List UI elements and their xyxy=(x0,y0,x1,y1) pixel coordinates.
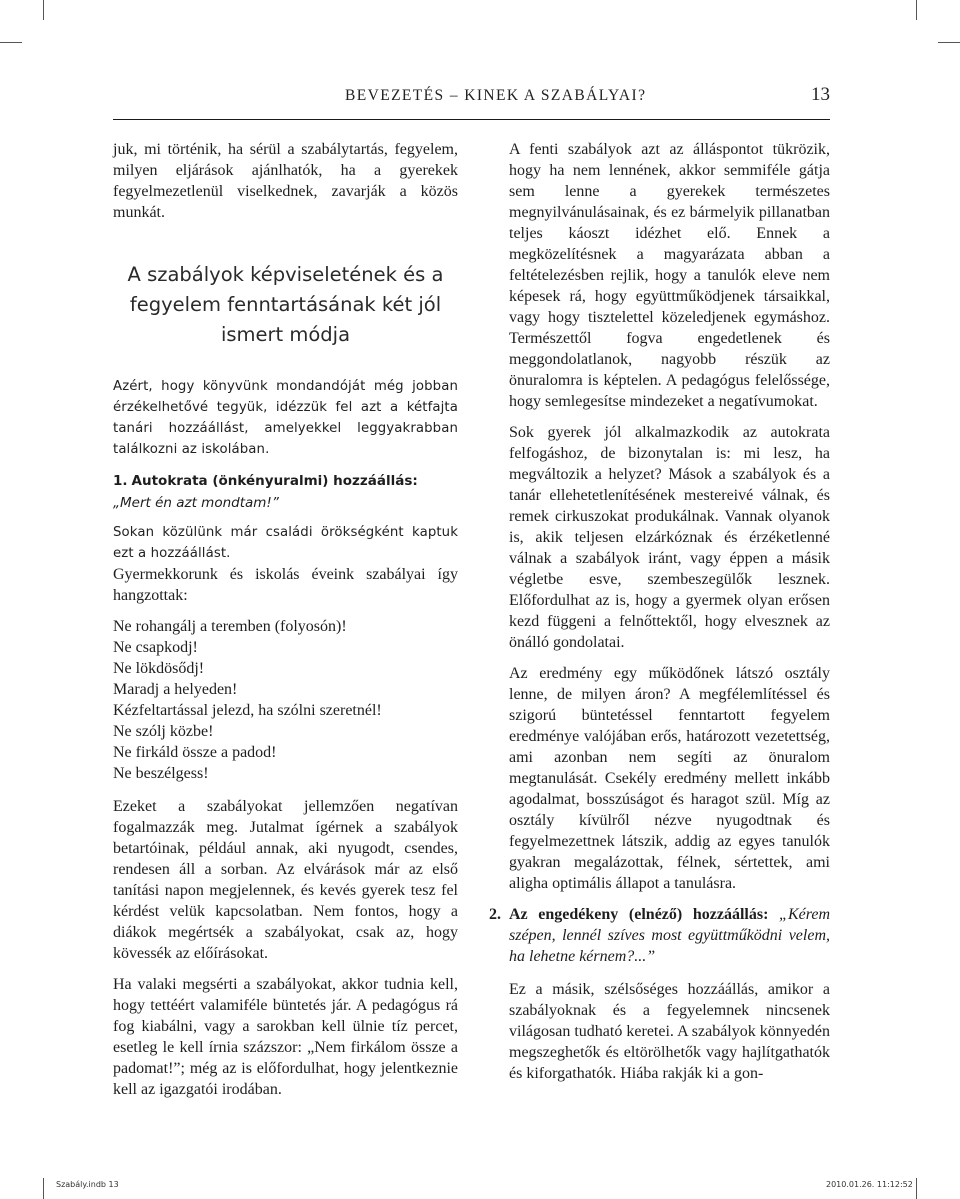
footer-date: 2010.01.26. 11:12:52 xyxy=(826,1180,913,1189)
crop-mark-top-right xyxy=(916,0,917,20)
rule-item: Kézfeltartással jelezd, ha szólni szeretnél! xyxy=(113,702,382,719)
crop-mark-right-top xyxy=(938,42,960,43)
approach-1-title xyxy=(113,470,458,514)
crop-mark-bottom-left xyxy=(43,1178,44,1199)
punishment-paragraph: Ha valaki megsérti a szabályokat, akkor tudnia kell, hogy tettéért valamiféle büntetés jár. A pedagógus rá fog kiabálni, vagy a sarokban kell ülnie tíz percet, esetleg le kell írnia százszor: „Nem firkálom össze a padomat!”; még az is előfordulhat, hogy jelentkeznie kell az igazgatói irodában. xyxy=(113,976,458,1098)
heritage-sentence: Sokan közülünk már családi örökségként kaptuk ezt a hozzáállást. xyxy=(113,525,458,561)
approach-2-quote: „Kérem szépen, lennél szíves most együttműködni velem, ha lehetne kérnem?...” xyxy=(509,906,831,965)
approach-2-name: Az engedékeny (elnéző) hozzáállás: xyxy=(509,906,769,923)
section-heading: A szabályok képviseletének és a fegyelem fenntartásának két jól ismert módja xyxy=(127,263,444,346)
running-title: BEVEZETÉS – KINEK A SZABÁLYAI? xyxy=(345,87,647,104)
rule-item: Ne rohangálj a teremben (folyosón)! xyxy=(113,618,347,635)
rule-item: Maradj a helyeden! xyxy=(113,681,238,698)
crop-mark-top-left xyxy=(43,0,44,20)
adaptation-paragraph: Sok gyerek jól alkalmazkodik az autokrata felfogáshoz, de bizonytalan is: mi lesz, ha megváltozik a helyzet? Mások a szabályok és a tanár ellehetetlenítésének mestereivé válnak, és remek cirkuszokat produkálnak. Vannak olyanok is, akik teljesen elzárkóznak és érzéketlenné válnak a szabályok iránt, vagy éppen a másik végletbe esve, szembeszegülők lesznek. Előfordulhat az is, hogy a gyermek olyan erősen kezd függeni a felnőttektől, hogy elvesznek az önálló gondolatai. xyxy=(509,424,830,651)
rule-item: Ne csapkodj! xyxy=(113,639,198,656)
running-header xyxy=(113,84,830,114)
approach-1-number: 1. xyxy=(113,473,128,489)
header-rule xyxy=(113,119,830,120)
intro-sans-paragraph: Azért, hogy könyvünk mondandóját még jobban érzékelhetővé tegyük, idézzük fel azt a kétfajta tanári hozzáállást, amelyekkel leggyakrabban találkozni az iskolában. xyxy=(113,379,458,457)
rule-item: Ne beszélgess! xyxy=(113,765,209,782)
approach-1-name: Autokrata (önkényuralmi) hozzáállás: xyxy=(131,473,418,489)
approach-2-title xyxy=(489,904,831,967)
approach-2-number: 2. xyxy=(489,906,501,923)
crop-mark-bottom-right xyxy=(916,1178,917,1199)
intro-paragraph: juk, mi történik, ha sérül a szabálytartás, fegyelem, milyen eljárások ajánlhatók, ha a gyerekek fegyelmezetlenül viselkednek, zavarják a közös munkát. xyxy=(113,141,458,221)
rule-item: Ne lökdösődj! xyxy=(113,660,205,677)
rule-item: Ne firkáld össze a padod! xyxy=(113,744,277,761)
rule-item: Ne szólj közbe! xyxy=(113,723,214,740)
right-column xyxy=(489,139,831,1094)
school-rules-intro: Gyermekkorunk és iskolás éveink szabályai így hangzottak: xyxy=(113,566,458,604)
rules-list xyxy=(113,616,458,784)
crop-mark-left-top xyxy=(0,42,22,43)
footer-file: Szabály.indb 13 xyxy=(56,1180,119,1189)
left-column xyxy=(113,139,458,1110)
chaos-paragraph: A fenti szabályok azt az álláspontot tükrözik, hogy ha nem lennének, akkor semmiféle gátja sem lenne a gyerekek természetes megnyilvánulásainak, és ez bármelyik pillanatban teljes káoszt idézhet elő. Ennek a megközelítésnek a magyarázata abban a feltételezésben rejlik, hogy a tanulók eleve nem képesek rá, hogy együttműködjenek társaikkal, vagy hogy tisztelettel közeledjenek egymáshoz. Természettől fogva engedetlenek és meggondolatlanok, nagyobb részük az önuralomra is képtelen. A pedagógus felelőssége, hogy semlegesítse mindezeket a negatívumokat. xyxy=(509,141,830,410)
page-number: 13 xyxy=(811,84,830,105)
negative-rules-paragraph: Ezeket a szabályokat jellemzően negatívan fogalmazzák meg. Jutalmat ígérnek a szabályok betartóinak, például annak, aki nyugodt, csendes, rendesen áll a sorban. Az elvárások már az első tanítási napon megjelennek, és kevés gyerek tesz fel kérdést velük kapcsolatban. Nem fontos, hogy a diákok megértsék a szabályokat, csak az, hogy kövessék az előírásokat. xyxy=(113,798,458,962)
permissive-paragraph: Ez a másik, szélsőséges hozzáállás, amikor a szabályoknak és a fegyelemnek nincsenek világosan tudható keretei. A szabályok könnyedén megszeghetők és eltörölhetők vagy hajlítgathatók és kiforgathatók. Hiába rakják ki a gon- xyxy=(509,981,830,1082)
result-paragraph: Az eredmény egy működőnek látszó osztály lenne, de milyen áron? A megfélemlítéssel és szigorú büntetéssel fenntartott fegyelem eredménye valójában erős, határozott vezetettség, ami azonban nem segíti az önuralom megtanulását. Csekély eredmény mellett inkább agodalmat, bosszúságot és haragot szül. Míg az osztály kívülről nézve nyugodtnak és fegyelmezettnek látszik, addig az egyes tanulók gyakran megalázottak, félnek, sértettek, ami aligha optimális állapot a tanulásra. xyxy=(509,665,830,892)
approach-1-quote: „Mert én azt mondtam!” xyxy=(113,495,279,511)
